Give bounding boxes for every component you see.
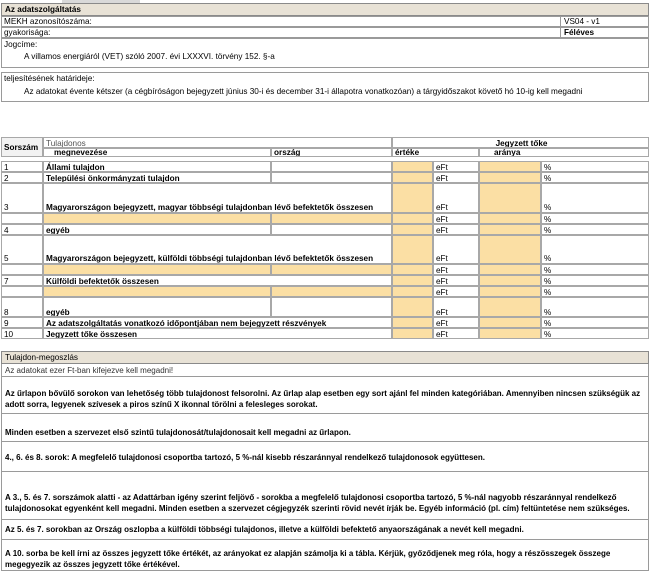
row-5-eft: eFt	[433, 235, 479, 264]
notes-panel	[1, 351, 649, 571]
note-p6: A 10. sorba be kell írni az összes jegyzett tőke értékét, az arányokat ez alapján számolja ki a tábla. Kérjük, győződjenek meg róla, hogy a részösszegek összege megegyezik az összes jegyzett tőke értékével.	[5, 549, 611, 569]
row-1-eft: eFt	[433, 161, 479, 172]
notes-title: Tulajdon-megoszlás	[1, 351, 649, 364]
col-aranya: aránya	[479, 148, 649, 157]
hatarido-label: teljesítésének határideje:	[4, 74, 95, 83]
row-3-sub-orszag-input[interactable]	[271, 213, 392, 224]
row-4-num: 4	[1, 224, 43, 235]
note-p3: 4., 6. és 8. sorok: A megfelelő tulajdonosi csoportba tartozó, 5 %-nál kisebb részaránnyal rendelkező tulajdonosok együttesen.	[5, 453, 485, 462]
jogcim-label: Jogcíme:	[4, 40, 38, 49]
row-5-sub-orszag-input[interactable]	[271, 264, 392, 275]
hatarido-box	[1, 72, 649, 102]
jogcim-value: A villamos energiáról (VET) szóló 2007. évi LXXXVI. törvény 152. §-a	[24, 52, 275, 61]
row-8-ertek-input[interactable]	[392, 297, 433, 317]
row-3-label: Magyarországon bejegyzett, magyar többségi tulajdonban lévő befektetők összesen	[43, 183, 392, 213]
row-7-sub-name-input[interactable]	[43, 286, 271, 297]
row-10-arany-input[interactable]	[479, 328, 541, 339]
note-p2: Minden esetben a szervezet első szintű tulajdonosát/tulajdonosait kell megadni az űrlapon.	[5, 428, 351, 437]
row-5-pct: %	[541, 235, 649, 264]
row-7-ertek-input[interactable]	[392, 275, 433, 286]
row-5-sub-eft: eFt	[433, 264, 479, 275]
row-9-eft: eFt	[433, 317, 479, 328]
row-7-arany-input[interactable]	[479, 275, 541, 286]
divider-6	[2, 539, 648, 540]
row-5-ertek-input[interactable]	[392, 235, 433, 264]
gyakorisag-row	[1, 27, 649, 38]
row-3-sub-pct: %	[541, 213, 649, 224]
row-5-sub-arany-input[interactable]	[479, 264, 541, 275]
row-2-eft: eFt	[433, 172, 479, 183]
note-p4: A 3., 5. és 7. sorszámok alatti - az Adattárban igény szerint feljövő - sorokba a megfelelő tulajdonosi csoportba tartozó, 5 %-nál nagyobb részaránnyal rendelkező tulajdonosokat egyenként kell megadni. Minden esetben a szervezet cégjegyzék szerinti rövid nevét írják be. Egyéb információ (pl. cím) feltüntetése nem szükséges.	[5, 493, 630, 513]
row-5-sub-pct: %	[541, 264, 649, 275]
row-7-sub-num	[1, 286, 43, 297]
row-9-pct: %	[541, 317, 649, 328]
row-5-label: Magyarországon bejegyzett, külföldi többségi tulajdonban lévő befektetők összesen	[43, 235, 392, 264]
row-4-arany-input[interactable]	[479, 224, 541, 235]
divider-4	[2, 471, 648, 472]
jogcim-box	[1, 38, 649, 68]
row-7-pct: %	[541, 275, 649, 286]
row-1-ertek-input[interactable]	[392, 161, 433, 172]
row-8-eft: eFt	[433, 297, 479, 317]
row-5-sub-num	[1, 264, 43, 275]
notes-subtitle: Az adatokat ezer Ft-ban kifejezve kell megadni!	[5, 366, 174, 375]
row-4-pct: %	[541, 224, 649, 235]
row-7-num: 7	[1, 275, 43, 286]
row-3-sub-eft: eFt	[433, 213, 479, 224]
row-3-arany-input[interactable]	[479, 183, 541, 213]
ownership-table	[1, 137, 649, 340]
row-1-pct: %	[541, 161, 649, 172]
note-p5: Az 5. és 7. sorokban az Ország oszlopba a külföldi többségi tulajdonos, illetve a külföldi befektető anyaországának a nevét kell megadni.	[5, 525, 524, 534]
col-jegyzett-toke: Jegyzett tőke	[392, 137, 649, 148]
row-3-pct: %	[541, 183, 649, 213]
divider-5	[2, 519, 648, 520]
row-7-sub-orszag-input[interactable]	[271, 286, 392, 297]
row-10-label: Jegyzett tőke összesen	[43, 328, 392, 339]
divider-1	[2, 376, 648, 377]
row-9-num: 9	[1, 317, 43, 328]
row-2-label: Települési önkormányzati tulajdon	[43, 172, 271, 183]
gyakorisag-value: Féléves	[560, 28, 649, 38]
mekh-value: VS04 - v1	[560, 17, 649, 27]
row-9-label: Az adatszolgáltatás vonatkozó időpontjában nem bejegyzett részvények	[43, 317, 392, 328]
row-7-sub-ertek-input[interactable]	[392, 286, 433, 297]
row-2-num: 2	[1, 172, 43, 183]
row-8-label: egyéb	[43, 297, 271, 317]
col-tulajdonos: Tulajdonos	[43, 137, 392, 148]
row-1-num: 1	[1, 161, 43, 172]
col-megnevezese: megnevezése	[43, 148, 271, 157]
row-1-arany-input[interactable]	[479, 161, 541, 172]
mekh-label: MEKH azonosítószáma:	[4, 17, 92, 26]
row-4-ertek-input[interactable]	[392, 224, 433, 235]
col-sorszam: Sorszám	[1, 137, 43, 157]
row-3-ertek-input[interactable]	[392, 183, 433, 213]
row-10-num: 10	[1, 328, 43, 339]
row-10-ertek-input[interactable]	[392, 328, 433, 339]
row-3-num: 3	[1, 183, 43, 213]
row-5-arany-input[interactable]	[479, 235, 541, 264]
row-7-sub-pct: %	[541, 286, 649, 297]
row-3-sub-ertek-input[interactable]	[392, 213, 433, 224]
row-5-sub-ertek-input[interactable]	[392, 264, 433, 275]
row-5-sub-name-input[interactable]	[43, 264, 271, 275]
col-erteke: értéke	[392, 148, 479, 157]
row-5-num: 5	[1, 235, 43, 264]
row-4-eft: eFt	[433, 224, 479, 235]
row-8-num: 8	[1, 297, 43, 317]
row-1-orszag[interactable]	[271, 161, 392, 172]
row-8-arany-input[interactable]	[479, 297, 541, 317]
row-2-orszag[interactable]	[271, 172, 392, 183]
row-3-sub-num	[1, 213, 43, 224]
row-7-label: Külföldi befektetők összesen	[43, 275, 392, 286]
row-2-arany-input[interactable]	[479, 172, 541, 183]
mekh-row	[1, 16, 649, 27]
gyakorisag-label: gyakorisága:	[4, 28, 51, 37]
note-p1: Az űrlapon bővülő sorokon van lehetőség több tulajdonost felsorolni. Az űrlap alap esetben egy sort ajánl fel minden kategóriában. Amennyiben nincsen szükségük az adott sorra, legyenek szívesek a piros színű X ikonnal törölni a felesleges sorokat.	[5, 389, 641, 409]
row-1-label: Állami tulajdon	[43, 161, 271, 172]
section-title-adatszolgaltatas: Az adatszolgáltatás	[1, 3, 649, 16]
row-9-arany-input[interactable]	[479, 317, 541, 328]
row-3-sub-name-input[interactable]	[43, 213, 271, 224]
divider-2	[2, 413, 648, 414]
row-4-label: egyéb	[43, 224, 271, 235]
row-10-eft: eFt	[433, 328, 479, 339]
col-orszag: ország	[271, 148, 392, 157]
hatarido-value: Az adatokat évente kétszer (a cégbíróságon bejegyzett június 30-i és december 31-i állapotra vonatkozóan) a tárgyidőszakot követő hó 10-ig kell megadni	[24, 87, 583, 96]
row-3-sub-arany-input[interactable]	[479, 213, 541, 224]
row-8-pct: %	[541, 297, 649, 317]
row-7-sub-arany-input[interactable]	[479, 286, 541, 297]
row-2-ertek-input[interactable]	[392, 172, 433, 183]
row-9-ertek-input[interactable]	[392, 317, 433, 328]
row-10-pct: %	[541, 328, 649, 339]
row-7-eft: eFt	[433, 275, 479, 286]
row-4-orszag[interactable]	[271, 224, 392, 235]
divider-3	[2, 441, 648, 442]
row-2-pct: %	[541, 172, 649, 183]
row-3-eft: eFt	[433, 183, 479, 213]
row-8-orszag[interactable]	[271, 297, 392, 317]
row-7-sub-eft: eFt	[433, 286, 479, 297]
